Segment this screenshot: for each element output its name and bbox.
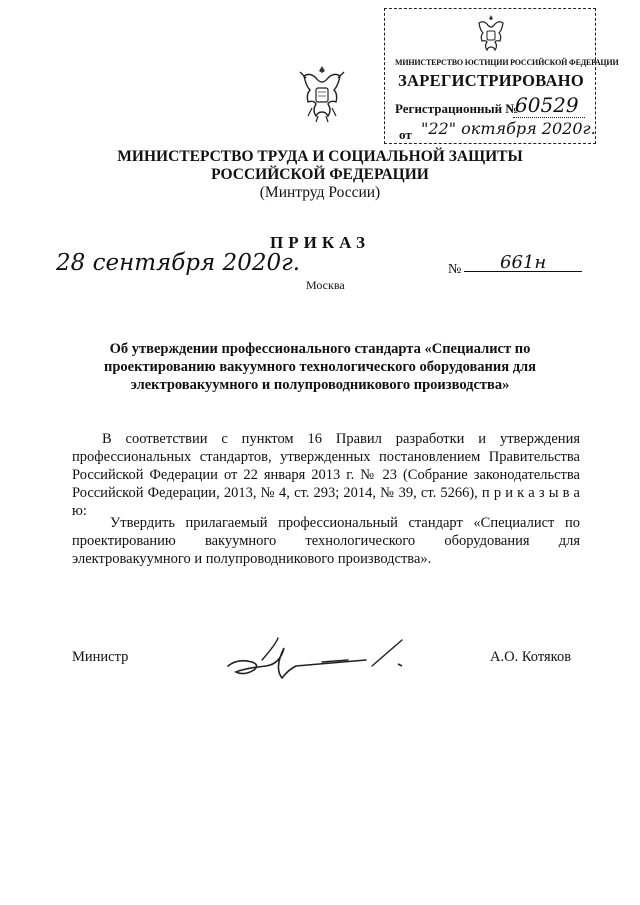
stamp-registration-number: 60529: [515, 93, 579, 117]
body-paragraph-1: В соответствии с пунктом 16 Правил разработки и утверждения профессиональных стандартов, утвержденных постановлением Правительства Российской Федерации от 22 января 2013 г. № 23 (Собрание законодательства Российской Федерации, 2013, № 4, ст. 293; 2014, № 39, ст. 5266), п р и к а з ы в а ю:: [72, 431, 580, 519]
coat-of-arms-emblem: [296, 62, 348, 126]
handwritten-order-number: 661н: [500, 252, 547, 273]
stamp-date-label: от: [399, 127, 412, 142]
ministry-short-name: (Минтруд России): [259, 184, 381, 201]
ministry-name-line1: МИНИСТЕРСТВО ТРУДА И СОЦИАЛЬНОЙ ЗАЩИТЫ: [117, 148, 523, 165]
stamp-date: "22" октября 2020г.: [421, 119, 596, 138]
handwritten-signature: [222, 636, 412, 682]
handwritten-order-date: 28 сентября 2020г.: [56, 250, 301, 276]
stamp-number-underline: [513, 117, 585, 118]
registration-stamp: [384, 8, 619, 144]
stamp-emblem-icon: [473, 13, 509, 55]
order-subject: Об утверждении профессионального стандарта «Специалист по проектированию вакуумного технологического оборудования для электровакуумного и полупроводникового производства»: [103, 341, 537, 393]
stamp-ministry-name: МИНИСТЕРСТВО ЮСТИЦИИ РОССИЙСКОЙ ФЕДЕРАЦИИ: [395, 58, 619, 67]
order-number-sign: №: [448, 262, 462, 277]
document-title: ПРИКАЗ: [270, 233, 370, 252]
stamp-status: ЗАРЕГИСТРИРОВАНО: [397, 71, 585, 90]
stamp-number-label: Регистрационный №: [395, 101, 519, 116]
body-paragraph-2: Утвердить прилагаемый профессиональный стандарт «Специалист по проектированию вакуумного технологического оборудования для электровакуумного и полупроводникового производства».: [72, 515, 580, 567]
signatory-name: А.О. Котяков: [490, 649, 572, 665]
signatory-title: Министр: [72, 649, 129, 665]
ministry-name-line2: РОССИЙСКОЙ ФЕДЕРАЦИИ: [211, 166, 429, 183]
city-of-issue: Москва: [306, 278, 345, 292]
